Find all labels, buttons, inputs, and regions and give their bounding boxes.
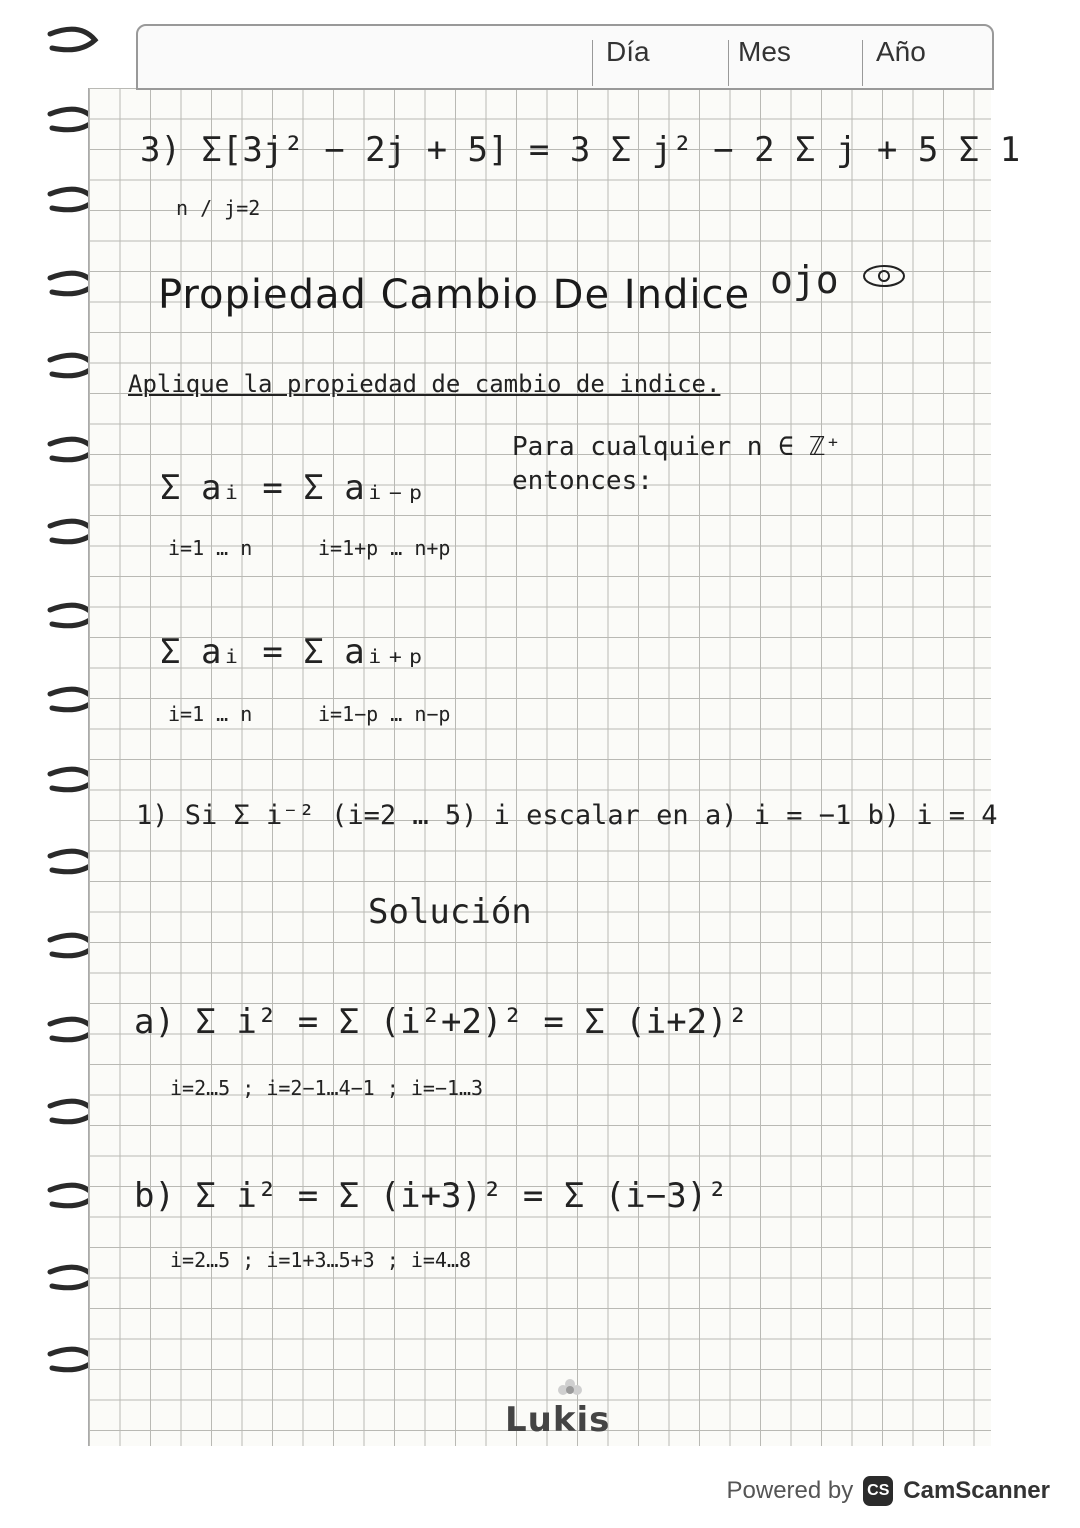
part-a-limits: i=2…5 ; i=2−1…4−1 ; i=−1…3 bbox=[170, 1076, 484, 1100]
ojo-note: ojo bbox=[770, 258, 839, 302]
camscanner-badge-icon: CS bbox=[863, 1476, 893, 1506]
problem-3-limits: n / j=2 bbox=[176, 196, 261, 220]
flower-icon bbox=[555, 1378, 585, 1402]
day-label: Día bbox=[606, 36, 650, 67]
date-header-box bbox=[136, 24, 994, 90]
section-title: Propiedad Cambio De Indice bbox=[158, 272, 751, 318]
property-2-formula: Σ aᵢ = Σ aᵢ₊ₚ bbox=[160, 632, 427, 672]
brand-logo bbox=[505, 1378, 615, 1448]
camscanner-brand: CamScanner bbox=[903, 1477, 1050, 1504]
property-1-left-limits: i=1 … n bbox=[168, 536, 253, 560]
eye-icon bbox=[860, 262, 908, 290]
scanner-footer bbox=[727, 1476, 1050, 1506]
header-divider bbox=[592, 40, 593, 86]
property-2-left-limits: i=1 … n bbox=[168, 702, 253, 726]
property-condition: Para cualquier n ∈ ℤ⁺ entonces: bbox=[512, 432, 841, 496]
part-b-equation: b) Σ i² = Σ (i+3)² = Σ (i−3)² bbox=[134, 1176, 728, 1216]
problem-3-equation: 3) Σ[3j² − 2j + 5] = 3 Σ j² − 2 Σ j + 5 Σ 1 bbox=[140, 130, 1021, 170]
part-b-limits: i=2…5 ; i=1+3…5+3 ; i=4…8 bbox=[170, 1248, 472, 1272]
header-divider bbox=[862, 40, 863, 86]
powered-by-text: Powered by bbox=[726, 1477, 854, 1504]
solution-label: Solución bbox=[368, 892, 532, 932]
part-a-equation: a) Σ i² = Σ (i²+2)² = Σ (i+2)² bbox=[134, 1002, 749, 1042]
property-1-formula: Σ aᵢ = Σ aᵢ₋ₚ bbox=[160, 468, 427, 508]
property-2-right-limits: i=1−p … n−p bbox=[318, 702, 451, 726]
year-label: Año bbox=[876, 36, 926, 67]
exercise-statement: 1) Si Σ i⁻² (i=2 … 5) i escalar en a) i = −1 b) i = 4 bbox=[136, 800, 998, 831]
header-divider bbox=[728, 40, 729, 86]
month-label: Mes bbox=[738, 36, 791, 67]
instruction-text: Aplique la propiedad de cambio de indice. bbox=[128, 370, 721, 398]
property-1-right-limits: i=1+p … n+p bbox=[318, 536, 451, 560]
logo-text: Lukis bbox=[505, 1400, 611, 1440]
